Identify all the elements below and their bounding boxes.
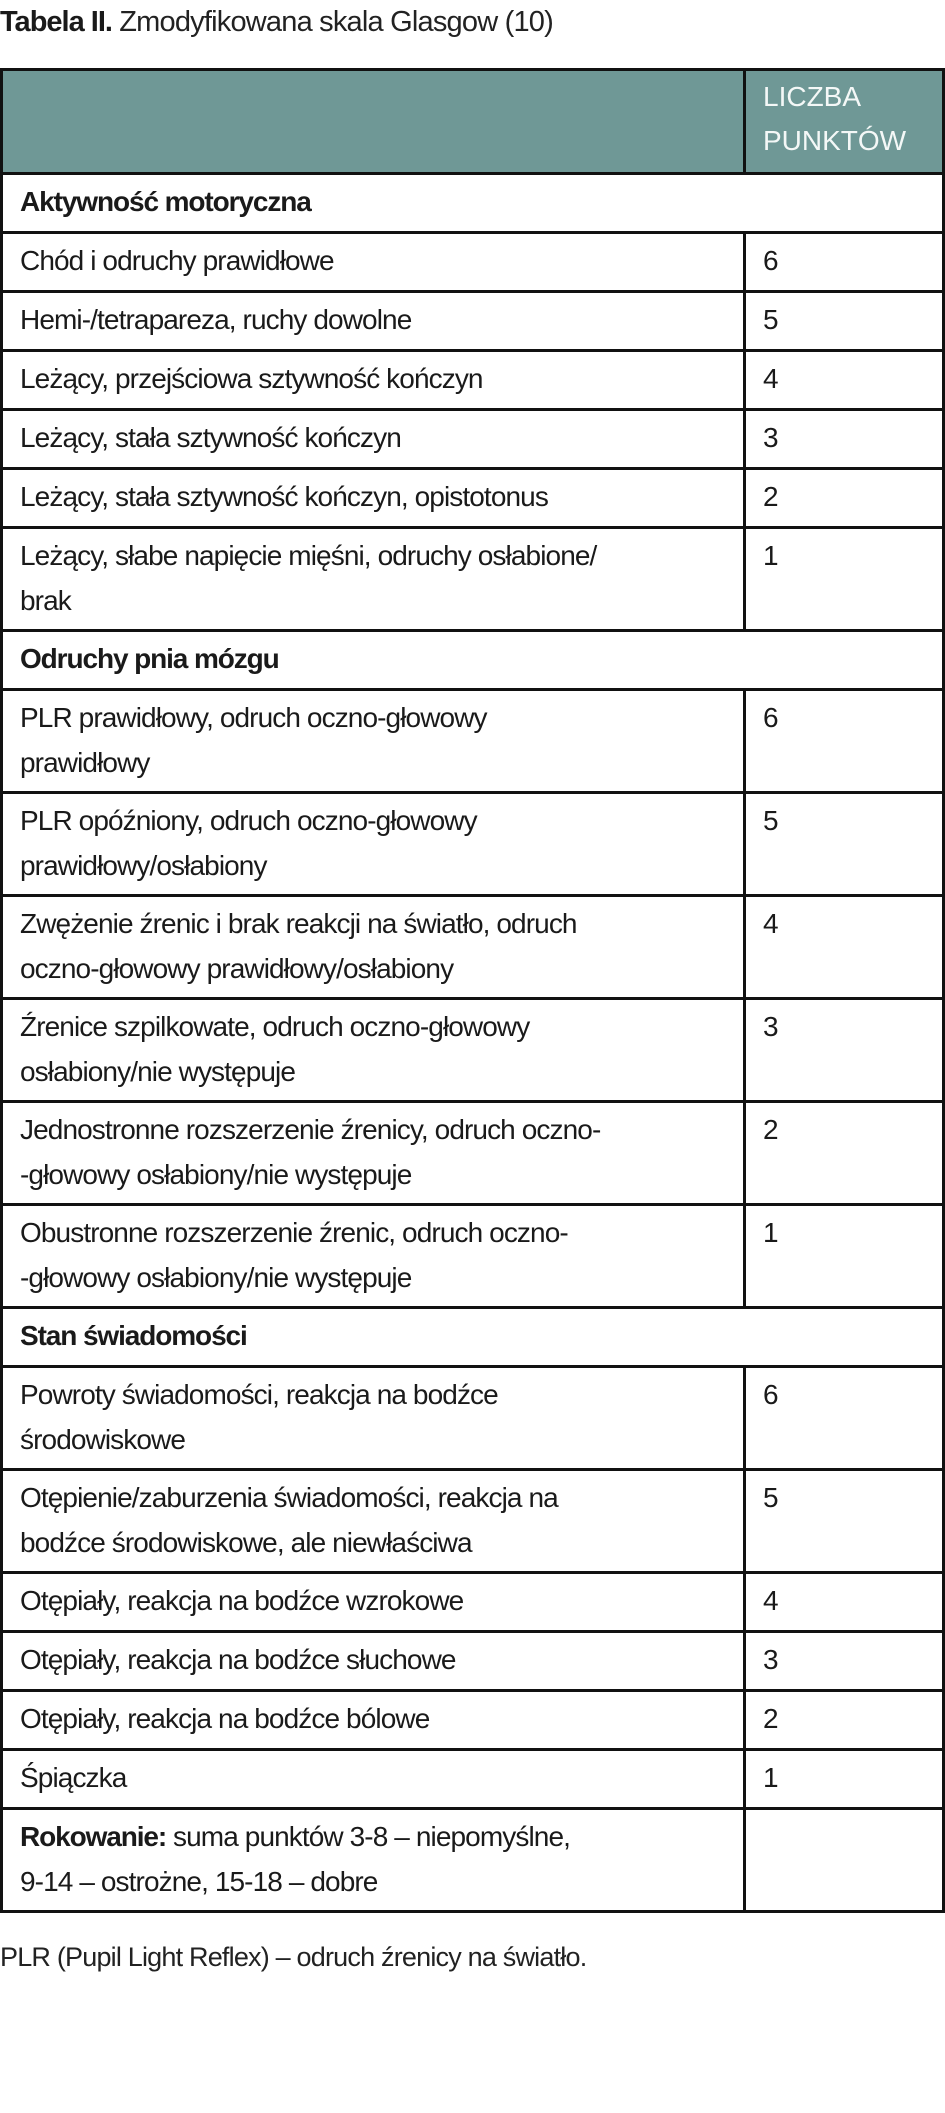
prognosis-description: [2, 1809, 745, 1912]
row-description: [2, 690, 745, 793]
row-description-line: Obustronne rozszerzenie źrenic, odruch oczno-: [20, 1217, 568, 1248]
section-heading-row: [2, 631, 944, 690]
table-row: [2, 1367, 944, 1470]
section-heading-row: [2, 1308, 944, 1367]
row-points: 5: [745, 1470, 944, 1573]
row-description: Leżący, stała sztywność kończyn: [2, 410, 745, 469]
table-row: [2, 999, 944, 1102]
row-description-line: osłabiony/nie występuje: [20, 1056, 296, 1087]
prognosis-line2: 9-14 – ostrożne, 15-18 – dobre: [20, 1866, 378, 1897]
row-points: 3: [745, 1632, 944, 1691]
row-description-line: prawidłowy/osłabiony: [20, 850, 267, 881]
header-points: [745, 70, 944, 174]
row-description: [2, 793, 745, 896]
row-description: Leżący, przejściowa sztywność kończyn: [2, 351, 745, 410]
table-row: [2, 292, 944, 351]
row-points: 5: [745, 292, 944, 351]
row-points: 2: [745, 469, 944, 528]
row-description: Leżący, stała sztywność kończyn, opistotonus: [2, 469, 745, 528]
row-description-line: -głowowy osłabiony/nie występuje: [20, 1262, 412, 1293]
row-points: 1: [745, 1750, 944, 1809]
row-points: 4: [745, 896, 944, 999]
row-description: [2, 1470, 745, 1573]
row-description-line: oczno-głowowy prawidłowy/osłabiony: [20, 953, 454, 984]
table-row: [2, 896, 944, 999]
section-heading: Stan świadomości: [2, 1308, 944, 1367]
row-description-line: Jednostronne rozszerzenie źrenicy, odruch oczno-: [20, 1114, 601, 1145]
row-points: 6: [745, 690, 944, 793]
row-description: Hemi-/tetrapareza, ruchy dowolne: [2, 292, 745, 351]
row-points: 1: [745, 1205, 944, 1308]
table-row: [2, 690, 944, 793]
table-caption-label: Tabela II.: [0, 6, 112, 38]
row-description-line: prawidłowy: [20, 747, 150, 778]
row-description-line: PLR prawidłowy, odruch oczno-głowowy: [20, 702, 487, 733]
row-points: 3: [745, 410, 944, 469]
table-caption-text: Zmodyfikowana skala Glasgow (10): [119, 6, 553, 38]
row-description: Śpiączka: [2, 1750, 745, 1809]
row-description: Otępiały, reakcja na bodźce słuchowe: [2, 1632, 745, 1691]
table-row: [2, 1573, 944, 1632]
section-heading-row: [2, 174, 944, 233]
table-row: [2, 1102, 944, 1205]
row-description: Chód i odruchy prawidłowe: [2, 233, 745, 292]
row-description-line: Powroty świadomości, reakcja na bodźce: [20, 1379, 498, 1410]
row-description-line: Otępienie/zaburzenia świadomości, reakcja na: [20, 1482, 558, 1513]
row-points: 1: [745, 528, 944, 631]
header-points-line2: PUNKTÓW: [763, 125, 907, 156]
row-description-line: PLR opóźniony, odruch oczno-głowowy: [20, 805, 477, 836]
row-description: [2, 1102, 745, 1205]
row-points: 3: [745, 999, 944, 1102]
table-row: [2, 1470, 944, 1573]
row-points: 6: [745, 1367, 944, 1470]
row-description-line: Zwężenie źrenic i brak reakcji na światło, odruch: [20, 908, 577, 939]
row-points: 2: [745, 1691, 944, 1750]
row-description-line: Leżący, słabe napięcie mięśni, odruchy osłabione/: [20, 540, 597, 571]
prognosis-points: [745, 1809, 944, 1912]
table-caption: [0, 6, 553, 39]
glasgow-scale-table: [0, 68, 945, 1913]
row-description: Otępiały, reakcja na bodźce wzrokowe: [2, 1573, 745, 1632]
row-description-line: bodźce środowiskowe, ale niewłaściwa: [20, 1527, 472, 1558]
table-row: [2, 793, 944, 896]
row-description-line: brak: [20, 585, 71, 616]
row-description: [2, 1367, 745, 1470]
row-description: Otępiały, reakcja na bodźce bólowe: [2, 1691, 745, 1750]
row-description: [2, 999, 745, 1102]
prognosis-line1: [20, 1814, 743, 1859]
table-row: [2, 1750, 944, 1809]
table-row: [2, 1632, 944, 1691]
table-row: [2, 528, 944, 631]
table-header-row: [2, 70, 944, 174]
table-row: [2, 410, 944, 469]
table-row: [2, 233, 944, 292]
row-points: 4: [745, 351, 944, 410]
prognosis-label: Rokowanie:: [20, 1821, 167, 1852]
prognosis-row: [2, 1809, 944, 1912]
table-row: [2, 469, 944, 528]
section-heading: Aktywność motoryczna: [2, 174, 944, 233]
footnote: PLR (Pupil Light Reflex) – odruch źrenicy na światło.: [0, 1942, 587, 1972]
row-points: 4: [745, 1573, 944, 1632]
row-points: 6: [745, 233, 944, 292]
row-description: [2, 1205, 745, 1308]
header-points-line1: LICZBA: [763, 81, 862, 112]
section-heading: Odruchy pnia mózgu: [2, 631, 944, 690]
row-points: 5: [745, 793, 944, 896]
row-description-line: środowiskowe: [20, 1424, 186, 1455]
row-description-line: Źrenice szpilkowate, odruch oczno-głowowy: [20, 1011, 530, 1042]
table-row: [2, 1691, 944, 1750]
row-description-line: -głowowy osłabiony/nie występuje: [20, 1159, 412, 1190]
header-description: [2, 70, 745, 174]
table-row: [2, 1205, 944, 1308]
prognosis-text-1: suma punktów 3-8 – niepomyślne,: [166, 1821, 571, 1852]
row-description: [2, 528, 745, 631]
table-row: [2, 351, 944, 410]
row-description: [2, 896, 745, 999]
row-points: 2: [745, 1102, 944, 1205]
